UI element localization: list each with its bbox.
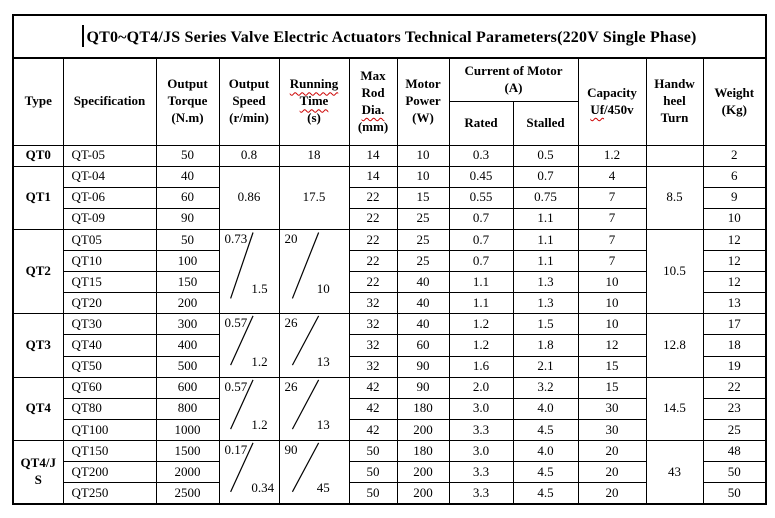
- time-value-bottom: 13: [316, 353, 330, 369]
- cell-torque: 800: [156, 398, 219, 419]
- header-row-1: [13, 58, 766, 101]
- cell-torque: 60: [156, 187, 219, 208]
- cell-time-split: [279, 441, 349, 504]
- diagonal-divider-line: [220, 314, 279, 376]
- cell-rated: 1.2: [449, 314, 513, 335]
- speed-value-bottom: 1.5: [251, 281, 268, 297]
- cell-capacity: 7: [578, 208, 646, 229]
- cell-speed: 0.8: [219, 145, 279, 166]
- cell-rod: 50: [349, 483, 397, 504]
- cell-capacity: 30: [578, 419, 646, 440]
- cell-capacity: 10: [578, 293, 646, 314]
- cell-rated: 0.7: [449, 208, 513, 229]
- cell-torque: 300: [156, 314, 219, 335]
- cell-capacity: 1.2: [578, 145, 646, 166]
- cell-rated: 1.6: [449, 356, 513, 377]
- header-text: Dia.: [361, 101, 385, 117]
- cell-stalled: 1.5: [513, 314, 578, 335]
- cell-power: 40: [397, 272, 449, 293]
- cell-power: 180: [397, 441, 449, 462]
- time-value-bottom: 10: [316, 281, 330, 297]
- cell-stalled: 4.5: [513, 483, 578, 504]
- cell-stalled: 1.1: [513, 229, 578, 250]
- cell-rated: 1.2: [449, 335, 513, 356]
- cell-weight: 18: [703, 335, 766, 356]
- cell-stalled: 1.8: [513, 335, 578, 356]
- cell-torque: 100: [156, 251, 219, 272]
- cell-weight: 19: [703, 356, 766, 377]
- cell-spec: QT50: [63, 356, 156, 377]
- cell-rod: 42: [349, 398, 397, 419]
- cell-power: 25: [397, 208, 449, 229]
- header-current-of-motor: [449, 58, 578, 101]
- cell-rated: 2.0: [449, 377, 513, 398]
- cell-spec: QT100: [63, 419, 156, 440]
- cell-torque: 90: [156, 208, 219, 229]
- diagonal-divider-line: [280, 230, 349, 313]
- header-text: Time: [299, 93, 329, 109]
- cell-torque: 500: [156, 356, 219, 377]
- cell-power: 90: [397, 377, 449, 398]
- cell-rod: 22: [349, 251, 397, 272]
- header-rated: [449, 101, 513, 145]
- cell-rated: 3.3: [449, 419, 513, 440]
- cell-speed-split: [219, 377, 279, 440]
- cell-rod: 22: [349, 208, 397, 229]
- cell-type: QT3: [13, 314, 63, 377]
- cell-stalled: 0.7: [513, 166, 578, 187]
- header-text: (s): [307, 110, 321, 126]
- header-handwheel: [646, 58, 703, 145]
- header-text: (mm): [357, 118, 389, 134]
- cell-rod: 42: [349, 377, 397, 398]
- cell-weight: 17: [703, 314, 766, 335]
- header-text: Handw: [654, 76, 695, 92]
- time-value-top: 90: [284, 442, 298, 458]
- speed-value-top: 0.57: [224, 378, 248, 394]
- parameters-table: [12, 14, 767, 505]
- cell-rated: 1.1: [449, 293, 513, 314]
- cell-capacity: 10: [578, 272, 646, 293]
- cell-rod: 32: [349, 293, 397, 314]
- header-text: Power: [405, 93, 441, 109]
- cell-spec: QT60: [63, 377, 156, 398]
- cell-spec: QT80: [63, 398, 156, 419]
- cell-torque: 1500: [156, 441, 219, 462]
- cell-power: 25: [397, 251, 449, 272]
- cell-handwheel: 14.5: [646, 377, 703, 440]
- header-text: Weight: [714, 84, 755, 100]
- time-value-top: 20: [284, 230, 298, 246]
- cell-capacity: 15: [578, 356, 646, 377]
- cell-time-split: [279, 229, 349, 313]
- cell-torque: 400: [156, 335, 219, 356]
- table-row: [13, 314, 766, 335]
- diagonal-divider-line: [220, 378, 279, 440]
- cell-power: 60: [397, 335, 449, 356]
- cell-rod: 32: [349, 335, 397, 356]
- cell-spec: QT200: [63, 462, 156, 483]
- cell-weight: 12: [703, 229, 766, 250]
- cell-capacity: 30: [578, 398, 646, 419]
- cell-power: 180: [397, 398, 449, 419]
- cell-capacity: 20: [578, 462, 646, 483]
- header-text: (N.m): [171, 110, 204, 126]
- cell-rated: 0.7: [449, 251, 513, 272]
- cell-type: QT4/J S: [13, 441, 63, 504]
- time-value-top: 26: [284, 378, 298, 394]
- cell-type: QT1: [13, 166, 63, 229]
- cell-power: 200: [397, 462, 449, 483]
- table-row: [13, 441, 766, 462]
- cell-spec: QT40: [63, 335, 156, 356]
- cell-spec: QT-06: [63, 187, 156, 208]
- cell-rod: 22: [349, 272, 397, 293]
- cell-spec: QT15: [63, 272, 156, 293]
- table-title-text: QT0~QT4/JS Series Valve Electric Actuators Technical Parameters(220V Single Phase): [86, 28, 697, 46]
- cell-type: QT2: [13, 229, 63, 313]
- cell-time-split: [279, 314, 349, 377]
- cell-capacity: 4: [578, 166, 646, 187]
- cell-spec: QT250: [63, 483, 156, 504]
- cell-stalled: 0.5: [513, 145, 578, 166]
- cell-capacity: 20: [578, 441, 646, 462]
- header-text: Type: [24, 93, 52, 109]
- cell-stalled: 1.1: [513, 251, 578, 272]
- cell-time: 18: [279, 145, 349, 166]
- header-text: Rated: [464, 114, 498, 130]
- cell-rated: 0.7: [449, 229, 513, 250]
- time-value-bottom: 45: [316, 479, 330, 495]
- cell-handwheel: 43: [646, 441, 703, 504]
- cell-time-split: [279, 377, 349, 440]
- cell-torque: 200: [156, 293, 219, 314]
- cell-torque: 150: [156, 272, 219, 293]
- header-time: [279, 58, 349, 145]
- cell-rated: 3.3: [449, 462, 513, 483]
- cell-torque: 1000: [156, 419, 219, 440]
- cell-spec: QT-04: [63, 166, 156, 187]
- cell-stalled: 1.3: [513, 272, 578, 293]
- cell-type: QT4: [13, 377, 63, 440]
- speed-value-bottom: 1.2: [251, 416, 268, 432]
- cell-rated: 0.55: [449, 187, 513, 208]
- cell-stalled: 2.1: [513, 356, 578, 377]
- cell-rated: 0.3: [449, 145, 513, 166]
- cell-speed-split: [219, 229, 279, 313]
- cell-capacity: 12: [578, 335, 646, 356]
- document-page: [12, 14, 767, 505]
- diagonal-divider-line: [220, 230, 279, 313]
- cell-speed-split: [219, 314, 279, 377]
- cell-spec: QT-09: [63, 208, 156, 229]
- table-row: [13, 145, 766, 166]
- cell-handwheel: 8.5: [646, 166, 703, 229]
- header-text: (W): [412, 110, 434, 126]
- header-weight: [703, 58, 766, 145]
- header-text: Capacity: [587, 84, 637, 100]
- cell-rated: 3.0: [449, 441, 513, 462]
- cell-spec: QT30: [63, 314, 156, 335]
- cell-rod: 22: [349, 229, 397, 250]
- cell-rod: 42: [349, 419, 397, 440]
- cell-capacity: 7: [578, 251, 646, 272]
- cell-speed-split: [219, 441, 279, 504]
- cell-weight: 6: [703, 166, 766, 187]
- header-stalled: [513, 101, 578, 145]
- table-row: [13, 166, 766, 187]
- diagonal-divider-line: [280, 378, 349, 440]
- cell-power: 200: [397, 419, 449, 440]
- header-text: Specification: [73, 93, 146, 109]
- cell-torque: 50: [156, 145, 219, 166]
- header-torque: [156, 58, 219, 145]
- speed-value-bottom: 1.2: [251, 353, 268, 369]
- header-capacity: [578, 58, 646, 145]
- cell-rod: 14: [349, 166, 397, 187]
- cell-spec: QT05: [63, 229, 156, 250]
- cell-power: 200: [397, 483, 449, 504]
- cell-torque: 40: [156, 166, 219, 187]
- cell-capacity: 7: [578, 187, 646, 208]
- cell-spec: QT150: [63, 441, 156, 462]
- cell-speed: 0.86: [219, 166, 279, 229]
- cell-time: 17.5: [279, 166, 349, 229]
- speed-value-bottom: 0.34: [251, 479, 275, 495]
- cell-rod: 32: [349, 356, 397, 377]
- cell-power: 10: [397, 166, 449, 187]
- cell-handwheel: 12.8: [646, 314, 703, 377]
- cell-capacity: 20: [578, 483, 646, 504]
- header-text: Output: [228, 76, 270, 92]
- cell-spec: QT-05: [63, 145, 156, 166]
- cell-torque: 50: [156, 229, 219, 250]
- cell-rated: 0.45: [449, 166, 513, 187]
- header-text: /450v: [604, 101, 634, 117]
- cell-power: 40: [397, 314, 449, 335]
- header-type: [13, 58, 63, 145]
- table-row: [13, 377, 766, 398]
- cell-weight: 12: [703, 251, 766, 272]
- cell-power: 25: [397, 229, 449, 250]
- header-text: (r/min): [229, 110, 269, 126]
- cell-stalled: 4.5: [513, 462, 578, 483]
- cell-stalled: 0.75: [513, 187, 578, 208]
- header-text: Running: [289, 76, 339, 92]
- speed-value-top: 0.17: [224, 442, 248, 458]
- cell-capacity: 10: [578, 314, 646, 335]
- cell-weight: 10: [703, 208, 766, 229]
- cell-power: 15: [397, 187, 449, 208]
- cell-rod: 50: [349, 462, 397, 483]
- cell-handwheel: [646, 145, 703, 166]
- cell-weight: 50: [703, 462, 766, 483]
- header-text: Speed: [232, 93, 266, 109]
- header-rod: [349, 58, 397, 145]
- cell-rated: 1.1: [449, 272, 513, 293]
- cell-torque: 2500: [156, 483, 219, 504]
- cell-weight: 12: [703, 272, 766, 293]
- cell-stalled: 3.2: [513, 377, 578, 398]
- cell-power: 10: [397, 145, 449, 166]
- cell-weight: 2: [703, 145, 766, 166]
- time-value-bottom: 13: [316, 416, 330, 432]
- header-text: heel: [663, 93, 686, 109]
- cell-weight: 22: [703, 377, 766, 398]
- speed-value-top: 0.57: [224, 315, 248, 331]
- header-text: Current of Motor: [464, 62, 563, 78]
- header-text: Rod: [361, 84, 385, 100]
- cell-rated: 3.0: [449, 398, 513, 419]
- header-text: Uf: [590, 101, 605, 117]
- diagonal-divider-line: [280, 314, 349, 376]
- cell-stalled: 1.3: [513, 293, 578, 314]
- cell-weight: 25: [703, 419, 766, 440]
- cell-rod: 32: [349, 314, 397, 335]
- cell-rod: 14: [349, 145, 397, 166]
- cell-capacity: 15: [578, 377, 646, 398]
- table-title: [13, 15, 766, 58]
- header-text: Motor: [405, 76, 441, 92]
- cell-spec: QT20: [63, 293, 156, 314]
- cell-type: QT0: [13, 145, 63, 166]
- header-text: (Kg): [721, 101, 747, 117]
- header-text: Torque: [167, 93, 208, 109]
- cell-stalled: 4.5: [513, 419, 578, 440]
- cell-handwheel: 10.5: [646, 229, 703, 313]
- cell-weight: 48: [703, 441, 766, 462]
- cell-torque: 600: [156, 377, 219, 398]
- cell-weight: 13: [703, 293, 766, 314]
- speed-value-top: 0.73: [224, 230, 248, 246]
- cell-rated: 3.3: [449, 483, 513, 504]
- header-text: Max: [360, 67, 386, 83]
- cell-stalled: 4.0: [513, 398, 578, 419]
- cell-stalled: 4.0: [513, 441, 578, 462]
- cell-rod: 50: [349, 441, 397, 462]
- text-cursor-caret: [82, 25, 84, 47]
- header-power: [397, 58, 449, 145]
- time-value-top: 26: [284, 315, 298, 331]
- title-row: [13, 15, 766, 58]
- header-spec: [63, 58, 156, 145]
- header-text: (A): [504, 79, 523, 95]
- cell-capacity: 7: [578, 229, 646, 250]
- cell-spec: QT10: [63, 251, 156, 272]
- header-speed: [219, 58, 279, 145]
- table-row: [13, 229, 766, 250]
- cell-weight: 23: [703, 398, 766, 419]
- cell-torque: 2000: [156, 462, 219, 483]
- cell-stalled: 1.1: [513, 208, 578, 229]
- header-text: Stalled: [526, 114, 565, 130]
- diagonal-divider-line: [280, 441, 349, 503]
- header-text: Turn: [660, 110, 689, 126]
- cell-rod: 22: [349, 187, 397, 208]
- header-text: Output: [167, 76, 208, 92]
- cell-power: 40: [397, 293, 449, 314]
- cell-weight: 50: [703, 483, 766, 504]
- table-body: [13, 145, 766, 504]
- cell-weight: 9: [703, 187, 766, 208]
- cell-power: 90: [397, 356, 449, 377]
